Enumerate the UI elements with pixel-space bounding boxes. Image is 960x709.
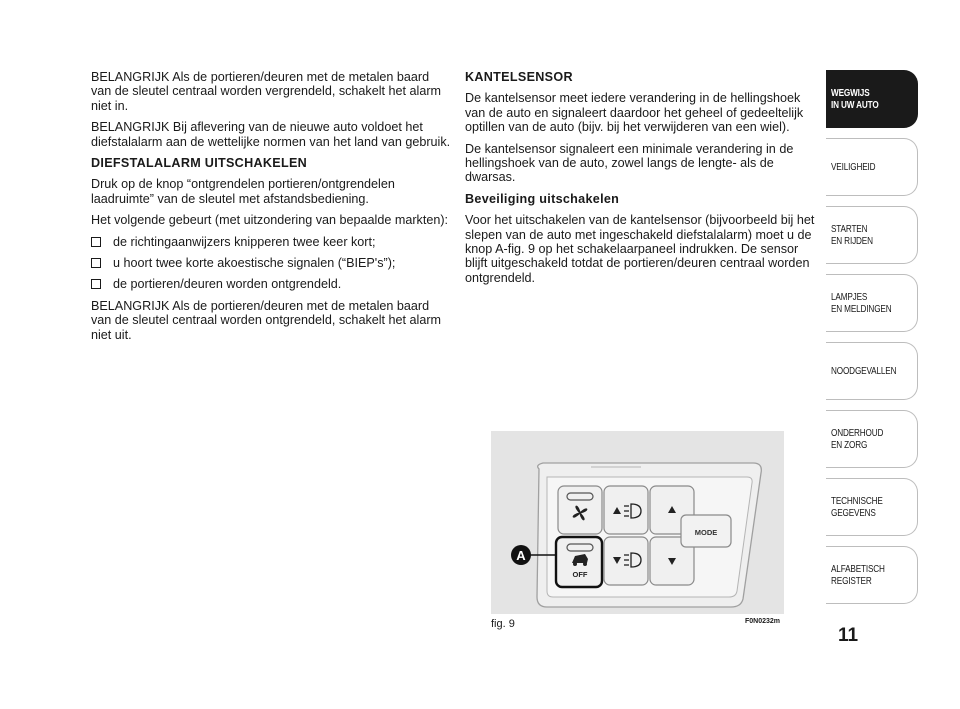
result-intro: Het volgende gebeurt (met uitzondering van bepaalde markten):: [91, 213, 449, 228]
switch-panel-illustration: [491, 431, 784, 614]
callout-label: A: [516, 548, 526, 563]
tilt-sensor-description: De kantelsensor meet iedere verandering in de hellingshoek van de auto en signaleert daardoor het geheel of gedeeltelijk optillen van de auto (bijv. bij het verwijderen van een wiel).: [465, 91, 804, 135]
tab-onderhoud[interactable]: ONDERHOUD EN ZORG: [826, 410, 918, 468]
important-note-unlock: BELANGRIJK Als de portieren/deuren met de metalen baard van de sleutel centraal worden ontgrendeld, schakelt het alarm niet uit.: [91, 298, 442, 342]
checkbox-bullet-icon: [91, 237, 101, 247]
page-number: 11: [838, 625, 859, 646]
figure-code: F0N0232m: [745, 618, 781, 625]
left-column: [91, 70, 451, 349]
switch-panel-figure: [491, 431, 784, 614]
important-note-delivery: BELANGRIJK Bij aflevering van de nieuwe auto voldoet het diefstalalarm aan de wettelijke normen van het land van gebruik.: [91, 120, 451, 149]
tab-wegwijs[interactable]: WEGWIJS IN UW AUTO: [826, 70, 918, 128]
section-heading-alarm-off: DIEFSTALALARM UITSCHAKELEN: [91, 156, 308, 171]
list-item: de portieren/deuren worden ontgrendeld.: [91, 277, 451, 291]
right-column: [465, 70, 815, 292]
subheading-disable-protection: Beveiliging uitschakelen: [465, 191, 620, 206]
mode-label: MODE: [694, 528, 718, 537]
tab-register[interactable]: ALFABETISCH REGISTER: [826, 546, 918, 604]
instruction-paragraph: Druk op de knop “ontgrendelen portieren/ontgrendelen laadruimte” van de sleutel met afstandsbediening.: [91, 177, 395, 206]
disable-instruction: Voor het uitschakelen van de kantelsensor (bijvoorbeeld bij het slepen van de auto met ingeschakeld diefstalalarm) moet u de knop A-fig. 9 op het schakelaarpaneel indrukken. De sensor blijft uitgeschakeld totdat de portieren/deuren centraal worden ontgrendeld.: [465, 213, 815, 285]
important-note-lock: BELANGRIJK Als de portieren/deuren met de metalen baard van de sleutel centraal worden vergrendeld, schakelt het alarm niet in.: [91, 70, 442, 113]
tab-lampjes[interactable]: LAMPJES EN MELDINGEN: [826, 274, 918, 332]
figure-caption: fig. 9: [491, 618, 515, 630]
off-label: OFF: [572, 570, 588, 579]
section-heading-tilt-sensor: KANTELSENSOR: [465, 70, 573, 84]
tab-noodgevallen[interactable]: NOODGEVALLEN: [826, 342, 918, 400]
tab-technische[interactable]: TECHNISCHE GEGEVENS: [826, 478, 918, 536]
checkbox-bullet-icon: [91, 279, 101, 289]
tab-starten[interactable]: STARTEN EN RIJDEN: [826, 206, 918, 264]
chapter-tabs: [826, 70, 918, 614]
tab-veiligheid[interactable]: VEILIGHEID: [826, 138, 918, 196]
checkbox-bullet-icon: [91, 258, 101, 268]
list-item: de richtingaanwijzers knipperen twee keer kort;: [91, 235, 451, 249]
tilt-sensor-detail: De kantelsensor signaleert een minimale verandering in de hellingshoek van de auto, zowel langs de lengte- als de dwarsas.: [465, 141, 794, 185]
list-item: u hoort twee korte akoestische signalen (“BIEP's”);: [91, 256, 451, 270]
